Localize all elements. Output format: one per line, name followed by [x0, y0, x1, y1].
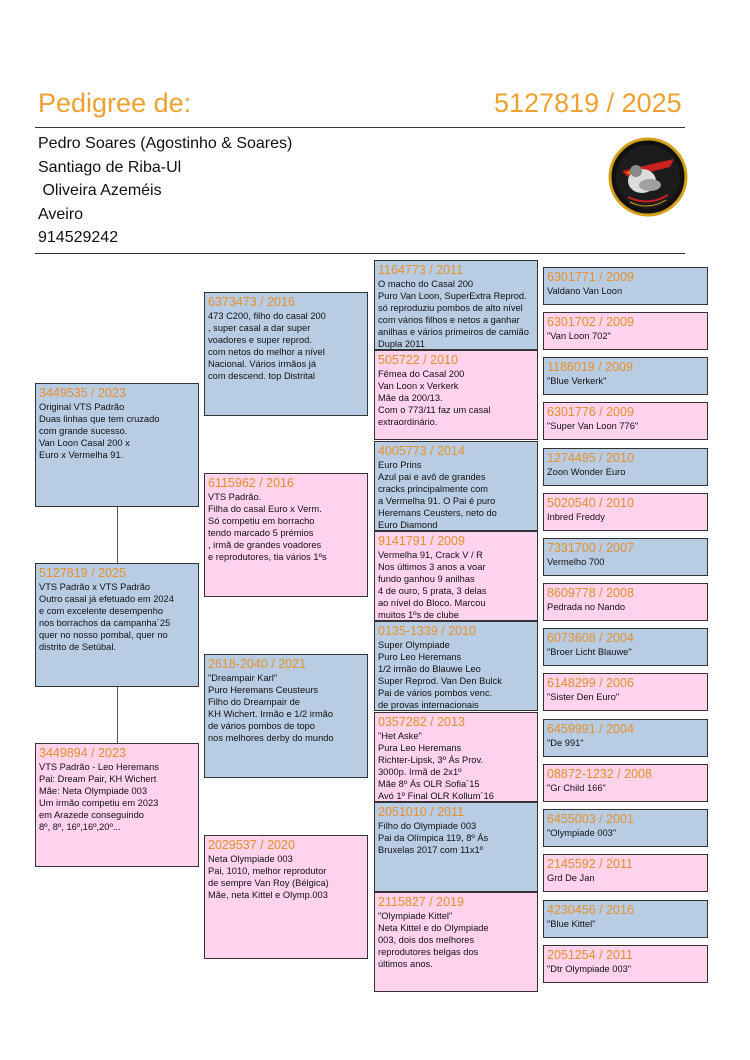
card-ring-number: 2029537 / 2020 [208, 838, 295, 852]
pedigree-card-sire [35, 383, 199, 507]
header-divider [35, 127, 685, 128]
card-description: "Broer Licht Blauwe" [547, 647, 632, 657]
card-description: "Sister Den Euro" [547, 692, 620, 702]
card-ring-number: 4005773 / 2014 [378, 444, 465, 458]
pedigree-card-gen4 [543, 854, 708, 892]
pedigree-card-dam [35, 743, 199, 867]
owner-phone: 914529242 [38, 229, 119, 246]
card-description: Euro Prins Azul pai e avô de grandes cracks principalmente com a Vermelha 91. O Pai é puro Heremans Ceusters, neto do Euro Diamond [378, 460, 497, 531]
card-ring-number: 5020540 / 2010 [547, 496, 634, 510]
card-description: 473 C200, filho do casal 200 , super casal a dar super voadores e super reprod. com netos do melhor a nível Nacional. Vários irmãos já com descend. top Distrital [208, 311, 326, 382]
card-ring-number: 2051010 / 2011 [378, 805, 464, 819]
pedigree-card-gen3 [374, 892, 538, 992]
card-description: "Dtr Olympiade 003" [547, 964, 632, 974]
card-description: Neta Olympiade 003 Pai, 1010, melhor reprodutor de sempre Van Roy (Bélgica) Mãe, neta Kittel e Olymp.003 [208, 854, 329, 901]
pedigree-card-gen4 [543, 357, 708, 395]
card-ring-number: 1164773 / 2011 [378, 263, 464, 277]
pedigree-card-gen4 [543, 402, 708, 440]
card-description: "Dreampair Karl" Puro Heremans Ceusteurs Filho do Dreampair de KH Wichert. Irmão e 1/2 irmão de vários pombos de topo nos melhores derby do mundo [208, 673, 334, 744]
connector-line [117, 507, 118, 563]
card-ring-number: 6301771 / 2009 [547, 270, 634, 284]
card-ring-number: 6459991 / 2004 [547, 722, 634, 736]
card-description: Valdano Van Loon [547, 286, 623, 296]
pedigree-card-gen3 [374, 802, 538, 892]
pedigree-card-gen4 [543, 809, 708, 847]
card-description: "Het Aske" Pura Leo Heremans Richter-Lipsk, 3º Ás Prov. 3000p. Irmã de 2x1º Mãe 8º Ás OLR Sofia´15 Avó 1º Final OLR Kollum´16 [378, 731, 494, 802]
card-ring-number: 6148299 / 2006 [547, 676, 634, 690]
pedigree-card-gen4 [543, 673, 708, 711]
owner-divider [35, 253, 685, 254]
card-description: VTS Padrão. Filha do casal Euro x Verm. Só competiu em borracho tendo marcado 5 prémios , irmã de grandes voadores e reprodutores, tia vários 1ºs [208, 492, 327, 563]
pedigree-card-gen3 [374, 712, 538, 802]
pedigree-card-gen3 [374, 350, 538, 440]
card-description: Vermelho 700 [547, 557, 605, 567]
card-ring-number: 1274495 / 2010 [547, 451, 634, 465]
pedigree-card-gen4 [543, 945, 708, 983]
pedigree-card-gen4 [543, 764, 708, 802]
card-ring-number: 7331700 / 2007 [547, 541, 634, 555]
pedigree-card-gen4 [543, 719, 708, 757]
card-ring-number: 6073608 / 2004 [547, 631, 634, 645]
pedigree-title: Pedigree de: [38, 88, 192, 118]
pedigree-card-gen4 [543, 493, 708, 531]
card-ring-number: 9141791 / 2009 [378, 534, 465, 548]
card-ring-number: 4230456 / 2016 [547, 903, 634, 917]
card-description: Filho do Olympiade 003 Pai da Olímpica 119, 8º Ás Bruxelas 2017 com 11x1º [378, 821, 489, 856]
owner-address-1: Santiago de Riba-Ul [38, 159, 182, 176]
pedigree-card-gen2 [204, 654, 368, 778]
card-ring-number: 8609778 / 2008 [547, 586, 634, 600]
pedigree-card-gen4 [543, 583, 708, 621]
loft-logo [608, 137, 688, 217]
pedigree-card-gen4 [543, 267, 708, 305]
card-description: Inbred Freddy [547, 512, 605, 522]
pedigree-card-subject [35, 563, 199, 687]
card-description: O macho do Casal 200 Puro Van Loon, SuperExtra Reprod. só reproduziu pombos de alto nível com vários filhos e netos a ganhar anilhas e vários primeiros de camião Dupla 2011 [378, 279, 529, 350]
card-description: "Super Van Loon 776" [547, 421, 639, 431]
card-ring-number: 2145592 / 2011 [547, 857, 633, 871]
owner-name: Pedro Soares (Agostinho & Soares) [38, 135, 293, 152]
card-ring-number: 08872-1232 / 2008 [547, 767, 652, 781]
card-description: VTS Padrão x VTS Padrão Outro casal já efetuado em 2024 e com excelente desempenho nos borrachos da campanha´25 quer no nosso pombal, quer no distrito de Setúbal. [39, 582, 174, 653]
card-description: Grd De Jan [547, 873, 595, 883]
card-ring-number: 6301702 / 2009 [547, 315, 634, 329]
card-ring-number: 2618-2040 / 2021 [208, 657, 307, 671]
pedigree-card-gen4 [543, 448, 708, 486]
card-description: Pedrada no Nando [547, 602, 626, 612]
pedigree-card-gen2 [204, 835, 368, 959]
card-ring-number: 0357282 / 2013 [378, 715, 465, 729]
card-description: Zoon Wonder Euro [547, 467, 626, 477]
card-ring-number: 6115962 / 2016 [208, 476, 294, 490]
card-description: Vermelha 91, Crack V / R Nos últimos 3 anos a voar fundo ganhou 9 anilhas 4 de ouro, 5 prata, 3 delas ao nível do Bloco. Marcou muitos 1ºs de clube [378, 550, 487, 621]
pedigree-card-gen3 [374, 260, 538, 350]
pedigree-card-gen3 [374, 531, 538, 621]
card-description: "Olympiade Kittel" Neta Kittel e do Olympiade 003, dois dos melhores reprodutores belgas dos últimos anos. [378, 911, 489, 970]
card-ring-number: 6301776 / 2009 [547, 405, 634, 419]
pedigree-card-gen4 [543, 312, 708, 350]
card-description: VTS Padrão - Leo Heremans Pai: Dream Pair, KH Wichert Mãe: Neta Olympiade 003 Um irmão competiu em 2023 em Arazede conseguindo 8º, 8º, 16º,16º,20º... [39, 762, 159, 833]
card-ring-number: 505722 / 2010 [378, 353, 458, 367]
pedigree-card-gen2 [204, 292, 368, 416]
card-description: "Blue Verkerk" [547, 376, 607, 386]
card-description: Fêmea do Casal 200 Van Loon x Verkerk Mãe da 200/13. Com o 773/11 faz um casal extraordinário. [378, 369, 491, 428]
pedigree-card-gen4 [543, 538, 708, 576]
card-ring-number: 0135-1339 / 2010 [378, 624, 477, 638]
card-ring-number: 6373473 / 2016 [208, 295, 295, 309]
pedigree-ring-number: 5127819 / 2025 [494, 88, 682, 118]
pedigree-card-gen4 [543, 900, 708, 938]
owner-address-2: Oliveira Azeméis [38, 182, 162, 199]
card-ring-number: 1186019 / 2009 [547, 360, 633, 374]
card-description: "Blue Kittel" [547, 919, 596, 929]
card-description: "De 991" [547, 738, 584, 748]
card-ring-number: 5127819 / 2025 [39, 566, 126, 580]
card-description: Super Olympiade Puro Leo Heremans 1/2 irmão do Blauwe Leo Super Reprod. Van Den Bulck Pai de vários pombos venc. de provas internacionais [378, 640, 502, 711]
connector-line [117, 687, 118, 743]
card-ring-number: 3449894 / 2023 [39, 746, 126, 760]
card-ring-number: 2051254 / 2011 [547, 948, 633, 962]
card-ring-number: 6455003 / 2001 [547, 812, 634, 826]
owner-district: Aveiro [38, 206, 84, 223]
card-ring-number: 2115827 / 2019 [378, 895, 464, 909]
pedigree-card-gen3 [374, 441, 538, 531]
card-description: "Van Loon 702" [547, 331, 611, 341]
pedigree-card-gen4 [543, 628, 708, 666]
pedigree-card-gen3 [374, 621, 538, 711]
card-description: "Olympiade 003" [547, 828, 617, 838]
card-ring-number: 3449535 / 2023 [39, 386, 126, 400]
pedigree-card-gen2 [204, 473, 368, 597]
card-description: "Gr Child 166" [547, 783, 606, 793]
card-description: Original VTS Padrão Duas linhas que tem cruzado com grande sucesso. Van Loon Casal 200 x Euro x Vermelha 91. [39, 402, 160, 461]
